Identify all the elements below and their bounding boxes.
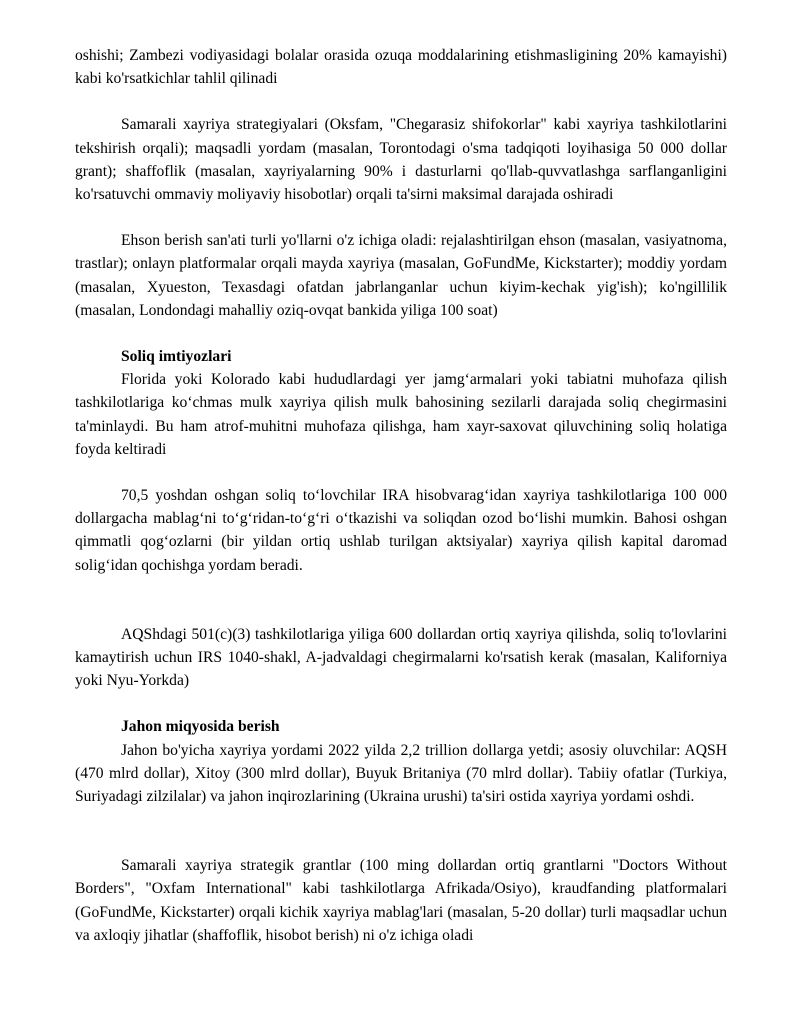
paragraph-land-trusts: Florida yoki Kolorado kabi hududlardagi yer jamg‘armalari yoki tabiatni muhofaza qilish tashkilotlariga ko‘chmas mulk xayriya qilish mulk bahosining sezilarli darajada soliq chegirmasini ta'minlaydi. Bu ham atrof-muhitni muhofaza qilishga, ham xayr-saxovat qiluvchining soliq holatiga foyda keltiradi xyxy=(75,371,727,458)
paragraph-giving-art: Ehson berish san'ati turli yo'llarni o'z ichiga oladi: rejalashtirilgan ehson (masalan, vasiyatnoma, trastlar); onlayn platformalar orqali mayda xayriya (masalan, GoFundMe, Kickstarter); moddiy yordam (masalan, Xyueston, Texasdagi ofatdan jabrlanganlar uchun kiyim-kechak yig'ish); ko'ngillilik (masalan, Londondagi mahalliy oziq-ovqat bankida yiliga 100 soat) xyxy=(75,232,727,319)
paragraph-global-aid: Jahon bo'yicha xayriya yordami 2022 yilda 2,2 trillion dollarga yetdi; asosiy oluvchilar: AQSH (470 mlrd dollar), Xitoy (300 mlrd dollar), Buyuk Britaniya (70 mlrd dollar). Tabiiy ofatlar (Turkiya, Suriyadagi zilzilalar) va jahon inqirozlarining (Ukraina urushi) ta'siri ostida xayriya yordami oshdi. xyxy=(75,741,727,806)
paragraph-continuation: oshishi; Zambezi vodiyasidagi bolalar orasida ozuqa moddalarining etishmasligining 20% kamayishi) kabi ko'rsatkichlar tahlil qilinadi xyxy=(75,47,727,88)
document-page xyxy=(75,44,727,947)
paragraph-ira: 70,5 yoshdan oshgan soliq to‘lovchilar IRA hisobvarag‘idan xayriya tashkilotlariga 100 000 dollargacha mablag‘ni to‘g‘ridan-to‘g‘ri o‘tkazishi va soliqdan ozod bo‘lishi mumkin. Bahosi oshgan qimmatli qog‘ozlarni (bir yildan ortiq ushlab turilgan aktsiyalar) xayriya qilish kapital daromad solig‘idan qochishga yordam beradi. xyxy=(75,487,727,574)
heading-tax-benefits: Soliq imtiyozlari xyxy=(121,348,232,366)
paragraph-effective-giving: Samarali xayriya strategik grantlar (100 ming dollardan ortiq grantlarni "Doctors Without Borders", "Oxfam International" kabi tashkilotlarga Afrikada/Osiyo), kraudfanding platformalari (GoFundMe, Kickstarter) orqali kichik xayriya mablag'lari (masalan, 5-20 dollar) turli maqsadlar uchun va axloqiy jihatlar (shaffoflik, hisobot berish) ni o'z ichiga oladi xyxy=(75,857,727,944)
paragraph-strategies: Samarali xayriya strategiyalari (Oksfam, "Chegarasiz shifokorlar" kabi xayriya tashkilotlarini tekshirish orqali); maqsadli yordam (masalan, Torontodagi o'sma tadqiqoti loyihasiga 50 000 dollar grant); shaffoflik (masalan, xayriyalarning 90% i dasturlarni qo'llab-quvvatlashga sarflanganligini ko'rsatuvchi ommaviy moliyaviy hisobotlar) orqali ta'sirni maksimal darajada oshiradi xyxy=(75,116,727,204)
heading-global-giving: Jahon miqyosida berish xyxy=(121,718,280,736)
paragraph-501c3: AQShdagi 501(c)(3) tashkilotlariga yiliga 600 dollardan ortiq xayriya qilishda, soliq to'lovlarini kamaytirish uchun IRS 1040-shakl, A-jadvaldagi chegirmalarni ko'rsatish kerak (masalan, Kaliforniya yoki Nyu-Yorkda) xyxy=(75,625,727,690)
